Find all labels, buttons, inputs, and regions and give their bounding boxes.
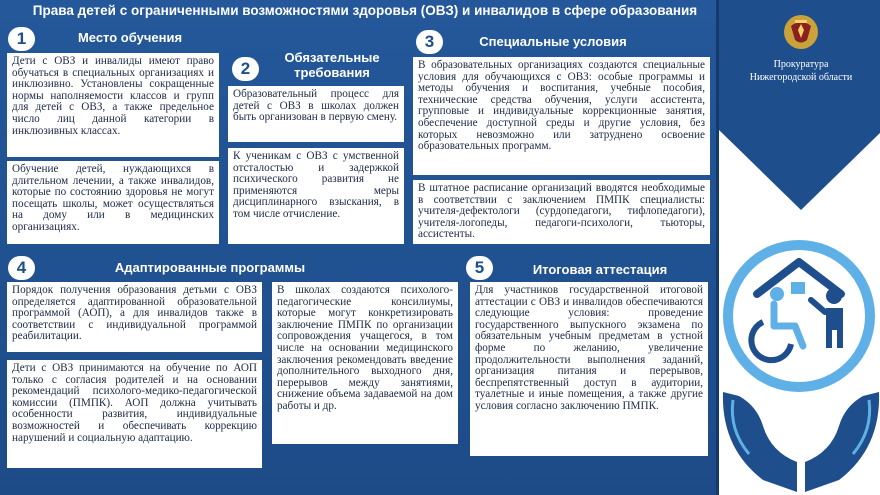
organization-name: Прокуратура Нижегородской области bbox=[749, 59, 853, 83]
section-4-title: Адаптированные программы bbox=[114, 260, 306, 275]
house-window-icon bbox=[791, 282, 805, 294]
accessibility-illustration bbox=[719, 230, 880, 495]
section-1-title: Место обучения bbox=[77, 30, 183, 45]
page-title: Права детей с ограниченными возможностями здоровья (ОВЗ) и инвалидов в сфере образования bbox=[32, 3, 698, 18]
sidebar bbox=[716, 0, 880, 495]
section-4-number: 4 bbox=[8, 256, 35, 280]
section-2-number: 2 bbox=[232, 57, 259, 81]
section-3-text-1: В образовательных организациях создаются специальные условия для обучающихся с ОВЗ: особые программы и методы обучения и воспитания, учебные пособия, технические средства обучения, услуги ассистента, групповые и индивидуальные коррекционные занятия, обеспечение доступной среды и другие условия, без которых невозможно или затруднено освоение образовательных программ. bbox=[413, 57, 710, 175]
section-3-title: Специальные условия bbox=[479, 34, 627, 49]
section-1-text-1: Дети с ОВЗ и инвалиды имеют право обучаться в специальных организациях и инклюзивно. Установлены сокращенные нормы наполняемости классов и групп для детей с ОВЗ, а также предельное число лиц данной категории в инклюзивных классах. bbox=[7, 53, 219, 157]
section-4-text-3: В школах создаются психолого-педагогические консилиумы, которые могут конкретизировать заключение ПМПК по организации сопровождения учащегося, в том числе на основании медицинского заключения рекомендовать введение дополнительного выходного дня, перерывов между занятиями, снижение объема задаваемой на дом работы и др. bbox=[272, 282, 458, 444]
prosecutor-emblem-icon bbox=[781, 12, 821, 52]
section-4-text-1: Порядок получения образования детьми с ОВЗ определяется адаптированной образовательной программой (АОП), а для инвалидов также в соответствии с индивидуальной программой реабилитации. bbox=[7, 282, 262, 352]
section-1-number: 1 bbox=[8, 27, 35, 51]
section-2-text-1: Образовательный процесс для детей с ОВЗ в школах должен быть организован в первую смену. bbox=[228, 86, 404, 142]
section-5-text-1: Для участников государственной итоговой аттестации с ОВЗ и инвалидов обеспечиваются следующие условия: проведение государственного выпускного экзамена по обязательным учебным предметам в устной форме по желанию, увеличение продолжительности выполнения заданий, организация питания и перерывов, беспрепятственный доступ в аудитории, туалетные и иные помещения, а также другие условия согласно заключению ПМПК. bbox=[470, 282, 708, 456]
section-1-text-2: Обучение детей, нуждающихся в длительном лечении, а также инвалидов, которые по состоянию здоровья не могут посещать школы, может осуществляться на дому или в медицинских организациях. bbox=[7, 161, 219, 244]
section-4-text-2: Дети с ОВЗ принимаются на обучение по АОП только с согласия родителей и на основании рекомендаций психолого-медико-педагогической комиссии (ПМПК). АОП должна учитывать особенности развития, индивидуальные возможностей и обеспечивать коррекцию нарушений и социальную адаптацию. bbox=[7, 360, 262, 468]
section-3-number: 3 bbox=[416, 30, 443, 54]
section-2-text-2: К ученикам с ОВЗ с умственной отсталостью и задержкой психического развития не применяются меры дисциплинарного взыскания, в том числе отчисление. bbox=[228, 148, 404, 244]
section-2-title: Обязательные требования bbox=[284, 50, 380, 80]
section-5-number: 5 bbox=[466, 256, 493, 280]
section-3-text-2: В штатное расписание организаций вводятся необходимые в соответствии с заключением ПМПК специалисты: учителя-дефектологи (сурдопедагоги, тифлопедагоги), учителя-логопеды, педагоги-психологи, тьюторы, ассистенты. bbox=[413, 180, 710, 244]
section-5-title: Итоговая аттестация bbox=[532, 262, 668, 277]
